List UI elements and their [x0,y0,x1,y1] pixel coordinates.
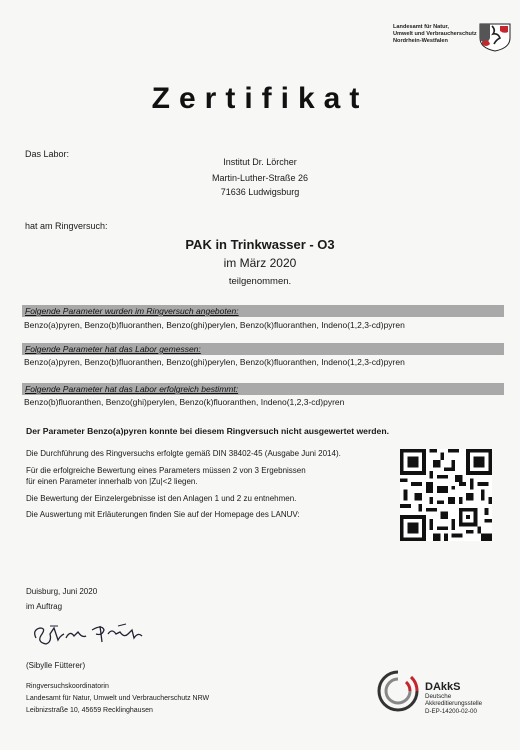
ringversuch-date: im März 2020 [223,256,297,270]
din-text: Die Durchführung des Ringversuchs erfolgte gemäß DIN 38402-45 (Ausgabe Juni 2014). [26,449,341,458]
section-successful-params: Benzo(b)fluoranthen, Benzo(ghi)perylen, Benzo(k)fluoranthen, Indeno(1,2,3-cd)pyren [24,397,345,407]
signer-name: (Sibylle Fütterer) [26,661,86,670]
dakks-line-1: Deutsche [425,693,452,700]
signature-image [30,618,156,650]
agency-name: Landesamt für Natur, Umwelt und Verbraucherschutz NRW [26,695,210,702]
section-measured-heading: Folgende Parameter hat das Labor gemessen: [22,343,504,355]
agency-line-1: Landesamt für Natur, [393,24,449,30]
lab-name: Institut Dr. Lörcher [223,157,297,167]
agency-logo-text [393,24,477,45]
notice-text: Der Parameter Benzo(a)pyren konnte bei diesem Ringversuch nicht ausgewertet werden. [26,426,389,436]
dakks-block [425,681,482,715]
certificate-title: Zertifikat [151,82,369,115]
agency-line-3: Nordrhein-Westfalen [393,38,448,44]
section-offered-heading: Folgende Parameter wurden im Ringversuch angeboten: [22,305,504,317]
dakks-title: DAkkS [425,681,461,693]
dakks-logo-icon [375,670,421,712]
ringversuch-label: hat am Ringversuch: [25,221,108,231]
criteria-line-2: für einen Parameter innerhalb von |Zu|<2 liegen. [26,477,198,486]
signer-role: Ringversuchskoordinatorin [26,683,109,690]
section-successful-heading: Folgende Parameter hat das Labor erfolgreich bestimmt: [22,383,504,395]
nrw-coat-of-arms-icon [478,22,512,52]
qr-code-icon [400,449,492,541]
lab-city: 71636 Ludwigsburg [220,187,300,197]
ringversuch-name: PAK in Trinkwasser - O3 [185,237,335,252]
section-offered-params: Benzo(a)pyren, Benzo(b)fluoranthen, Benzo(ghi)perylen, Benzo(k)fluoranthen, Indeno(1,2,3-cd)pyren [24,320,405,330]
criteria-line-1: Für die erfolgreiche Bewertung eines Parameters müssen 2 von 3 Ergebnissen [26,466,306,475]
annex-text: Die Bewertung der Einzelergebnisse ist den Anlagen 1 und 2 zu entnehmen. [26,494,297,503]
ringversuch-status: teilgenommen. [228,276,292,287]
lab-street: Martin-Luther-Straße 26 [211,173,309,183]
dakks-line-2: Akkreditierungsstelle [425,700,483,708]
im-auftrag: im Auftrag [26,602,63,611]
place-date: Duisburg, Juni 2020 [26,587,98,596]
lab-label: Das Labor: [25,149,70,159]
homepage-text: Die Auswertung mit Erläuterungen finden Sie auf der Homepage des LANUV: [26,510,300,519]
dakks-line-3: D-EP-14200-02-00 [425,707,477,715]
agency-address: Leibnizstraße 10, 45659 Recklinghausen [26,707,153,714]
section-measured-params: Benzo(a)pyren, Benzo(b)fluoranthen, Benzo(ghi)perylen, Benzo(k)fluoranthen, Indeno(1,2,3-cd)pyren [24,357,405,367]
agency-line-2: Umwelt und Verbraucherschutz [393,31,477,37]
